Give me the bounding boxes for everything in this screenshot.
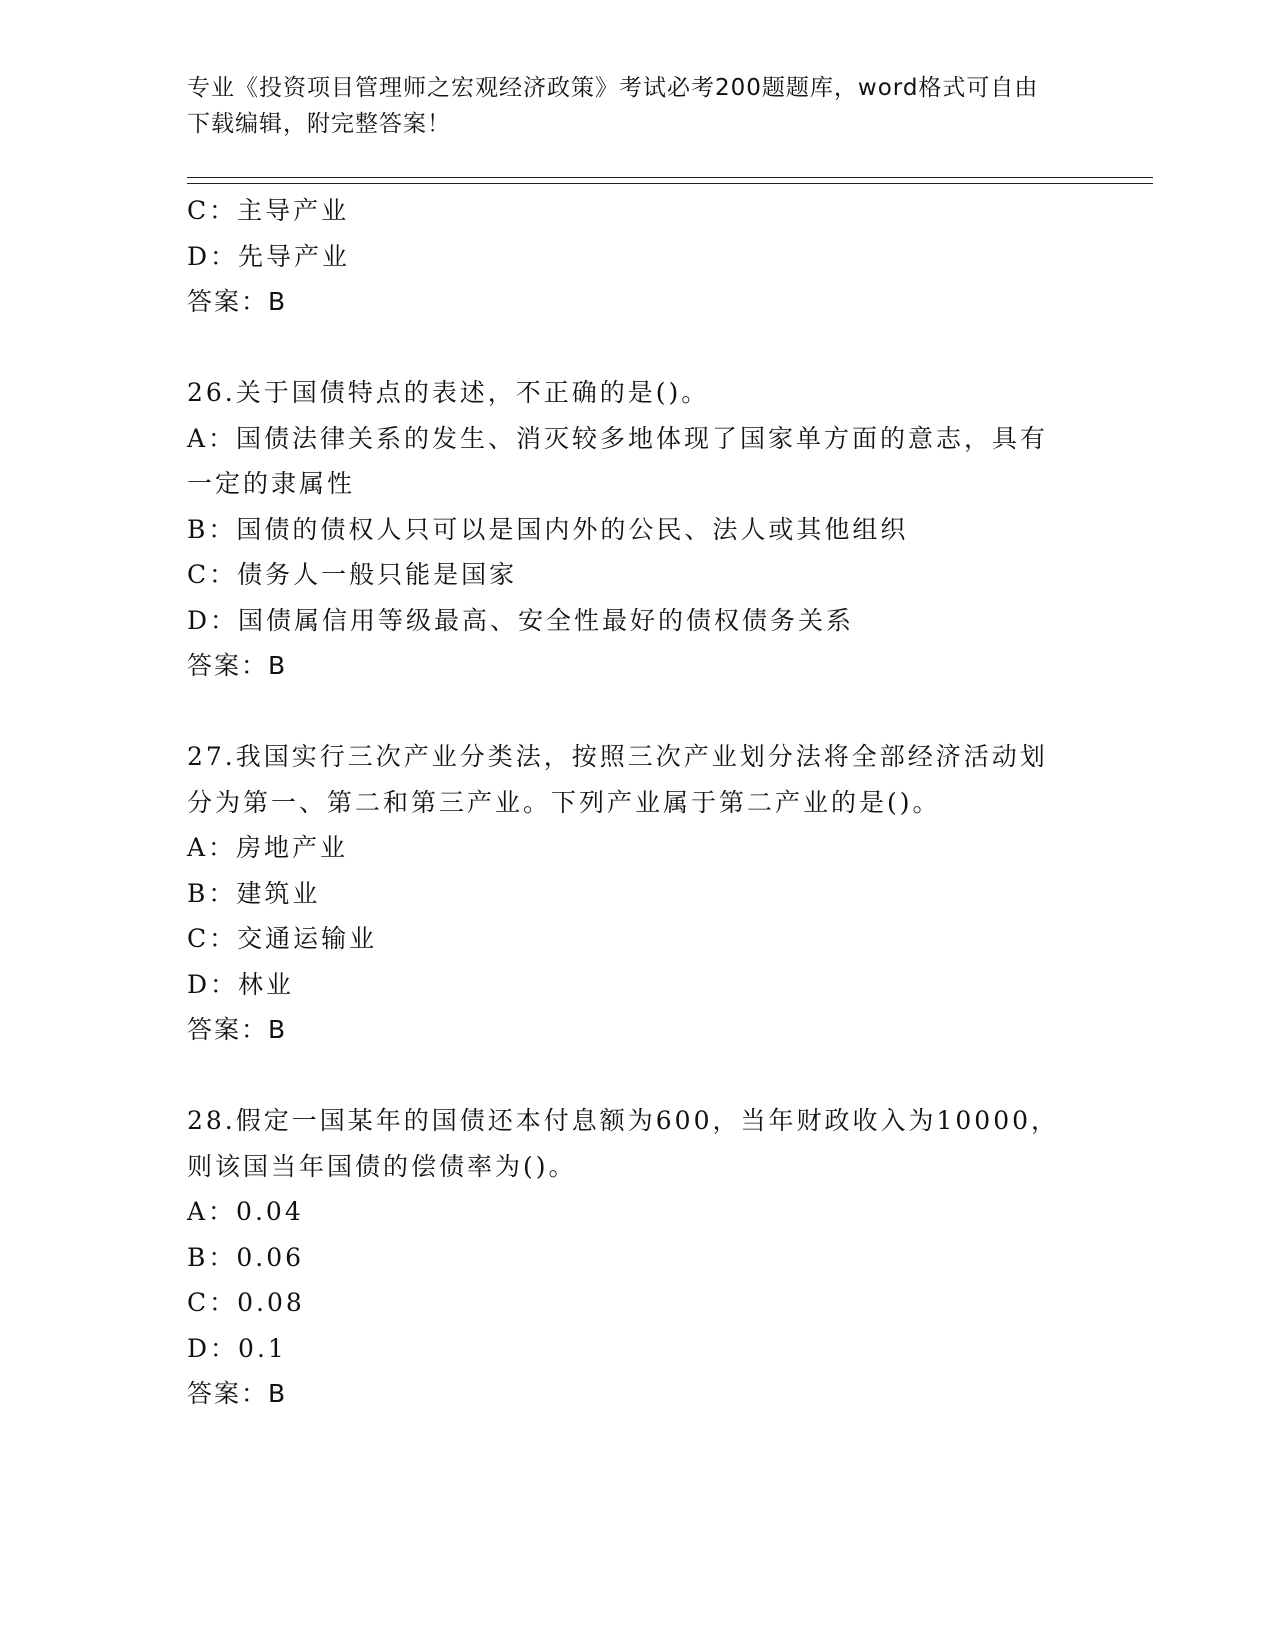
option-b: B：0.06 [187, 1242, 305, 1272]
spacer [187, 689, 1067, 735]
option-a-continued: 一定的隶属性 [187, 469, 356, 498]
question-list [187, 188, 1067, 1417]
header-line-1: 专业《投资项目管理师之宏观经济政策》考试必考200题题库，word格式可自由 [187, 75, 1039, 101]
option-a: A：国债法律关系的发生、消灭较多地体现了国家单方面的意志，具有 [187, 423, 1049, 453]
option-a: A：房地产业 [187, 833, 349, 862]
answer: 答案：B [187, 1015, 288, 1044]
option-b: B：建筑业 [187, 878, 321, 908]
option-a: A：0.04 [187, 1197, 304, 1226]
option-c: C：0.08 [187, 1288, 305, 1317]
question-28 [187, 1098, 1067, 1417]
prev-option-d: D：先导产业 [187, 241, 351, 271]
question-27 [187, 734, 1067, 1053]
option-d: D：0.1 [187, 1333, 287, 1363]
question-stem-line-1: 28.假定一国某年的国债还本付息额为600，当年财政收入为10000， [187, 1106, 1060, 1135]
question-26 [187, 370, 1067, 689]
answer: 答案：B [187, 1379, 288, 1408]
question-stem-line-1: 27.我国实行三次产业分类法，按照三次产业划分法将全部经济活动划 [187, 742, 1048, 771]
answer: 答案：B [187, 651, 288, 680]
header-divider-bottom [187, 183, 1153, 184]
spacer [187, 1053, 1067, 1099]
spacer [187, 325, 1067, 371]
option-d: D：国债属信用等级最高、安全性最好的债权债务关系 [187, 605, 855, 635]
prev-option-c: C：主导产业 [187, 196, 350, 225]
question-stem-line-2: 则该国当年国债的偿债率为()。 [187, 1151, 577, 1181]
document-header [187, 70, 1067, 142]
option-c: C：债务人一般只能是国家 [187, 560, 518, 589]
option-d: D：林业 [187, 969, 295, 999]
prev-answer: 答案：B [187, 287, 288, 316]
question-stem: 26.关于国债特点的表述，不正确的是()。 [187, 378, 710, 407]
header-divider-top [187, 177, 1153, 178]
option-b: B：国债的债权人只可以是国内外的公民、法人或其他组织 [187, 514, 909, 544]
header-line-2: 下载编辑，附完整答案！ [187, 111, 451, 137]
option-c: C：交通运输业 [187, 924, 378, 953]
question-stem-line-2: 分为第一、第二和第三产业。下列产业属于第二产业的是()。 [187, 787, 941, 817]
